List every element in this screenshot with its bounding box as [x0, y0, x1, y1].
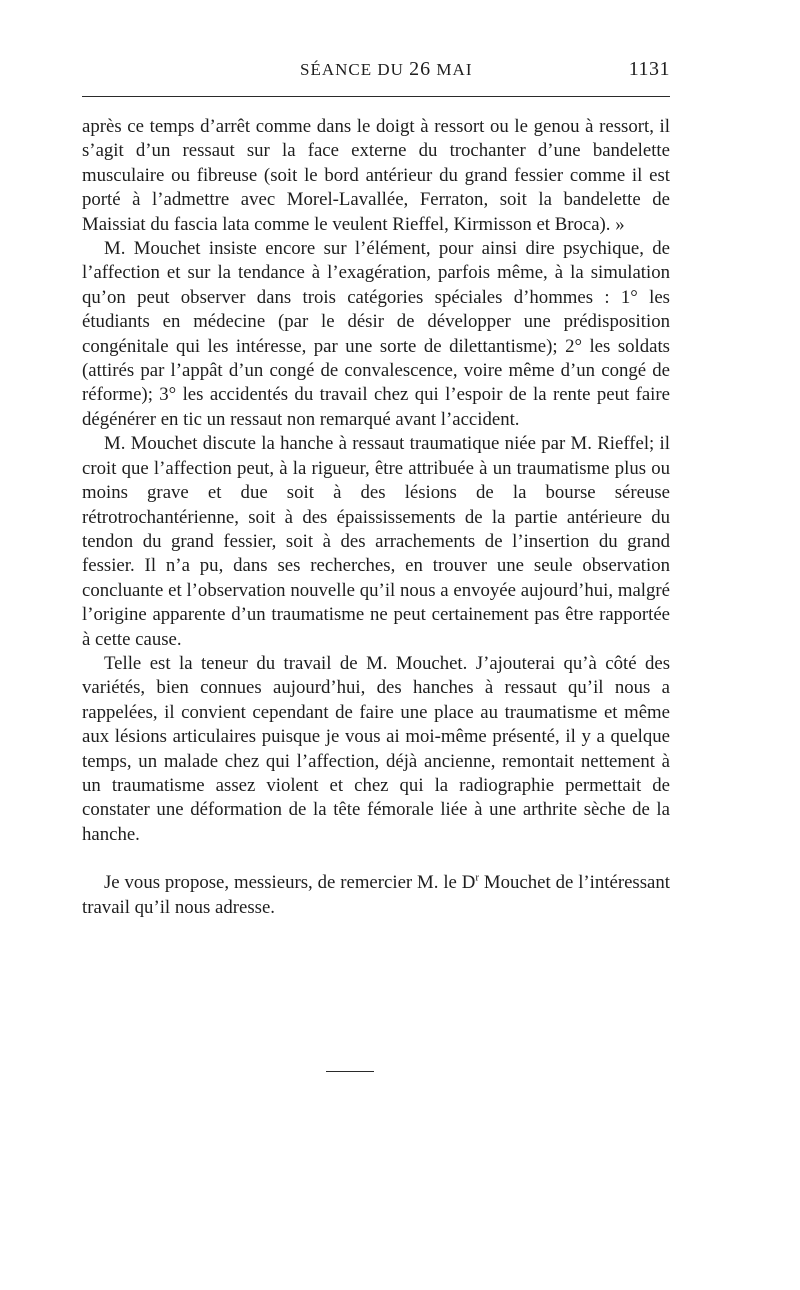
closing-text-start: Je vous propose, messieurs, de remercier M. le D — [104, 872, 476, 894]
closing-superscript: r — [475, 871, 480, 884]
paragraph: M. Mouchet discute la hanche à ressaut traumatique niée par M. Rieffel; il croit que l’affection peut, à la rigueur, être attribuée à un traumatisme plus ou moins grave et due soit à des lésions de la bourse séreuse rétrotrochantérienne, soit à des épaississements de la partie antérieure du tendon du grand fessier, soit à des arrachements de l’insertion du grand fessier. Il n’a pu, dans ses recherches, en trouver une seule observation concluante et l’observation nouvelle qu’il nous a envoyée aujourd’hui, malgré l’origine apparente d’un traumatisme ne peut certainement pas être rapportée à cette cause. — [82, 433, 670, 650]
end-divider — [326, 1071, 374, 1072]
running-title-prefix: SÉANCE DU — [300, 60, 410, 79]
page-number: 1131 — [628, 58, 670, 80]
running-title-day: 26 — [409, 58, 432, 80]
closing-text-end: Mouchet de l’intéressant travail qu’il nous adresse. — [82, 872, 670, 918]
running-head — [82, 58, 670, 88]
paragraph: Telle est la teneur du travail de M. Mouchet. J’ajouterai qu’à côté des variétés, bien connues aujourd’hui, des hanches à ressaut qu’il nous a rappelées, il convient cependant de faire une place au traumatisme et même aux lésions articulaires puisque je vous ai moi-même présenté, il y a quelque temps, un malade chez qui l’affection, déjà ancienne, remontait nettement à un traumatisme assez violent et chez qui la radiographie permettait de constater une déformation de la tête fémorale liée à une arthrite sèche de la hanche. — [82, 652, 670, 845]
body-text — [82, 115, 670, 920]
running-title — [300, 58, 472, 81]
paragraph: après ce temps d’arrêt comme dans le doigt à ressort ou le genou à ressort, il s’agit d’un ressaut sur la face externe du trochanter d’une bandelette musculaire ou fibreuse (soit le bord antérieur du grand fessier comme il est porté à l’admettre avec Morel-Lavallée, Ferraton, soit la bandelette de Maissiat du fascia lata comme le veulent Rieffel, Kirmisson et Broca). » — [82, 116, 670, 235]
running-title-month: MAI — [431, 60, 473, 79]
closing-paragraph — [82, 871, 670, 920]
paragraph: M. Mouchet insiste encore sur l’élément, pour ainsi dire psychique, de l’affection et sur la tendance à l’exagération, parfois même, à la simulation qu’on peut observer dans trois catégories spéciales d’hommes : 1° les étudiants en médecine (par le désir de développer une prédisposition congénitale qui les intéresse, par une sorte de dilettantisme); 2° les soldats (attirés par l’appât d’un congé de convalescence, voire même d’un congé de réforme); 3° les accidentés du travail chez qui l’espoir de la rente peut faire dégénérer en tic un ressaut non remarqué avant l’accident. — [82, 238, 670, 430]
header-divider — [82, 96, 670, 97]
